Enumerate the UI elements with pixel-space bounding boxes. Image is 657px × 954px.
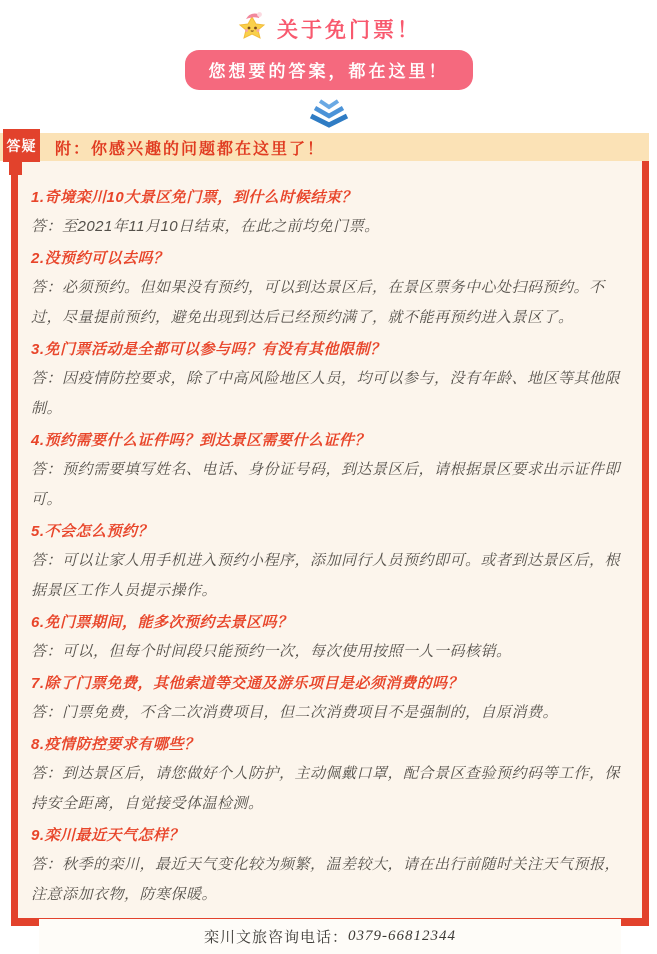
faq-answer-4: 答：预约需要填写姓名、电话、身份证号码，到达景区后，请根据景区要求出示证件即可。 [31, 461, 621, 508]
faq-question-7: 7.除了门票免费，其他索道等交通及游乐项目是必须消费的吗？ [31, 675, 464, 692]
triple-chevron-down-icon [0, 99, 657, 127]
faq-answer-1: 答：至2021年11月10日结束，在此之前均免门票。 [31, 218, 380, 235]
faq-question-8: 8.疫情防控要求有哪些？ [31, 736, 200, 753]
faq-item-7 [31, 670, 632, 728]
faq-item-6 [31, 609, 632, 667]
faq-answer-8: 答：到达景区后，请您做好个人防护，主动佩戴口罩，配合景区查验预约码等工作，保持安全距离，自觉接受体温检测。 [31, 765, 621, 812]
faq-question-1: 1.奇境栾川10大景区免门票，到什么时候结束？ [31, 189, 357, 206]
faq-answer-3: 答：因疫情防控要求，除了中高风险地区人员，均可以参与，没有年龄、地区等其他限制。 [31, 370, 621, 417]
faq-answer-7: 答：门票免费，不含二次消费项目，但二次消费项目不是强制的，自原消费。 [31, 704, 559, 721]
faq-badge: 答疑 [3, 129, 40, 162]
faq-answer-9: 答：秋季的栾川，最近天气变化较为频繁，温差较大，请在出行前随时关注天气预报，注意添加衣物，防寒保暖。 [31, 856, 621, 903]
faq-item-1 [31, 184, 632, 242]
faq-item-8 [31, 731, 632, 819]
faq-question-3: 3.免门票活动是全都可以参与吗？有没有其他限制？ [31, 341, 386, 358]
faq-question-6: 6.免门票期间，能多次预约去景区吗？ [31, 614, 293, 631]
faq-question-5: 5.不会怎么预约？ [31, 523, 154, 540]
page-title: 关于免门票！ [277, 19, 421, 42]
hotline-number: 0379-66812344 [348, 928, 456, 944]
faq-item-3 [31, 336, 632, 424]
faq-answer-5: 答：可以让家人用手机进入预约小程序，添加同行人员预约即可。或者到达景区后，根据景区工作人员提示操作。 [31, 552, 621, 599]
content-panel [11, 161, 649, 946]
subtitle-pill: 您想要的答案，都在这里！ [185, 50, 473, 90]
hotline-box [39, 919, 621, 954]
faq-banner-text: 附：你感兴趣的问题都在这里了！ [55, 140, 326, 158]
hotline-label: 栾川文旅咨询电话： [203, 929, 348, 946]
badge-tail [9, 161, 22, 175]
faq-answer-6: 答：可以，但每个时间段只能预约一次，每次使用按照一人一码核销。 [31, 643, 512, 660]
star-icon [236, 11, 270, 48]
hero-section [0, 0, 657, 127]
faq-question-4: 4.预约需要什么证件吗？到达景区需要什么证件？ [31, 432, 371, 449]
faq-item-9 [31, 822, 632, 910]
faq-banner [0, 133, 649, 161]
hero-title-row [0, 13, 657, 45]
faq-item-2 [31, 245, 632, 333]
faq-question-9: 9.栾川最近天气怎样？ [31, 827, 185, 844]
faq-item-5 [31, 518, 632, 606]
faq-question-2: 2.没预约可以去吗？ [31, 250, 169, 267]
faq-answer-2: 答：必须预约。但如果没有预约，可以到达景区后，在景区票务中心处扫码预约。不过，尽量提前预约，避免出现到达后已经预约满了，就不能再预约进入景区了。 [31, 279, 605, 326]
faq-item-4 [31, 427, 632, 515]
